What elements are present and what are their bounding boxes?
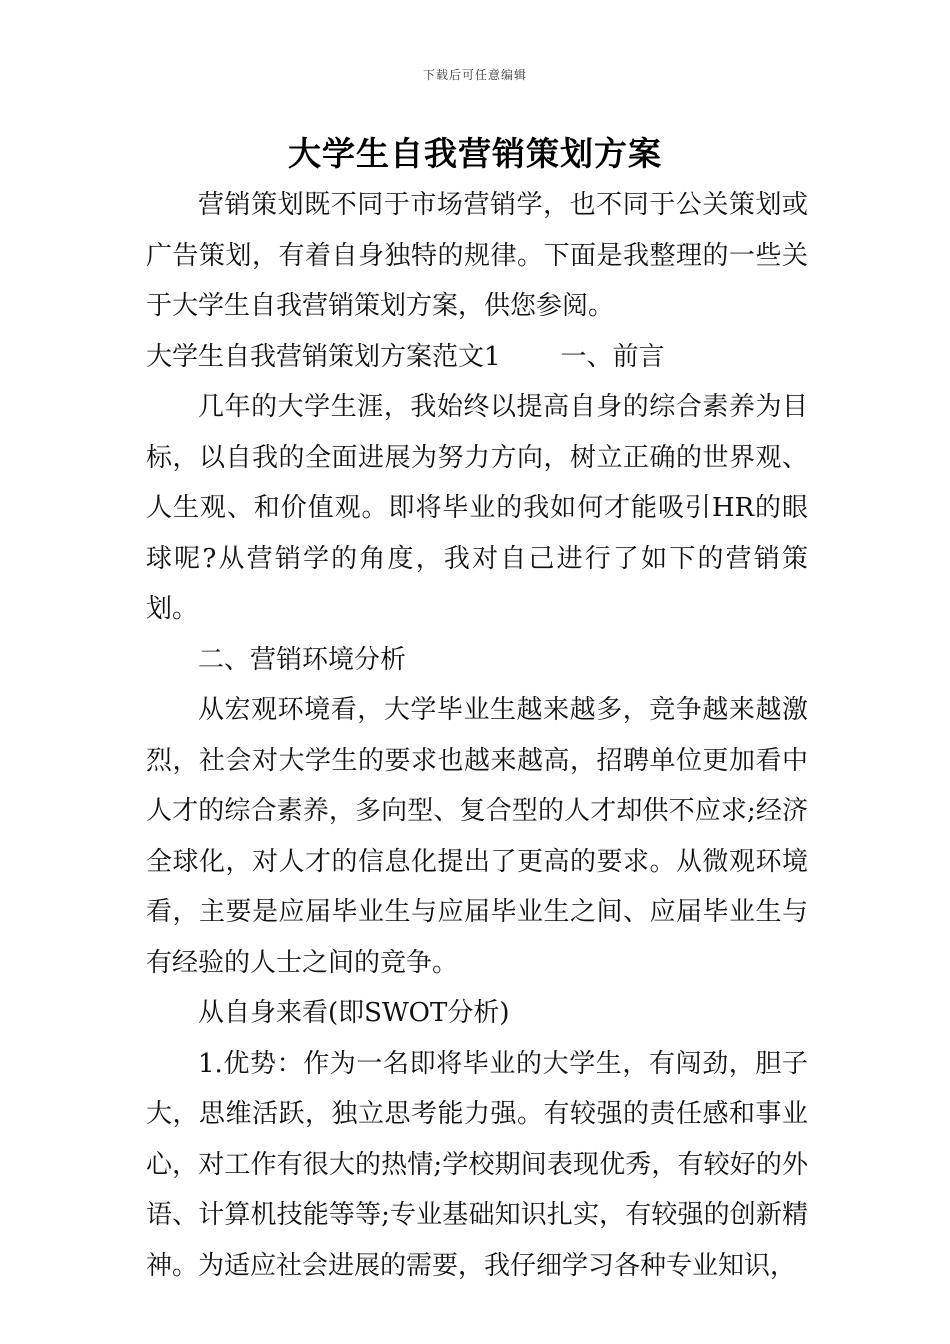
environment-paragraph: 从宏观环境看，大学毕业生越来越多，竞争越来越激烈，社会对大学生的要求也越来越高，招聘单位更加看中人才的综合素养，多向型、复合型的人才却供不应求;经济全球化，对人才的信息化提出了更高的要求。从微观环境看，主要是应届毕业生与应届毕业生之间、应届毕业生与有经验的人士之间的竞争。 [146, 695, 808, 978]
preface-paragraph: 几年的大学生涯，我始终以提高自身的综合素养为目标，以自我的全面进展为努力方向，树立正确的世界观、人生观、和价值观。即将毕业的我如何才能吸引HR的眼球呢?从营销学的角度，我对自己进行了如下的营销策划。 [146, 392, 808, 624]
subsection-heading-environment: 二、营销环境分析 [198, 644, 407, 675]
section-heading: 大学生自我营销策划方案范文1 [146, 341, 501, 372]
swot-intro-paragraph: 从自身来看(即SWOT分析) [198, 998, 510, 1028]
intro-paragraph: 营销策划既不同于市场营销学，也不同于公关策划或广告策划，有着自身独特的规律。下面是我整理的一些关于大学生自我营销策划方案，供您参阅。 [146, 190, 808, 321]
strengths-paragraph: 1.优势：作为一名即将毕业的大学生，有闯劲，胆子大，思维活跃，独立思考能力强。有较强的责任感和事业心，对工作有很大的热情;学校期间表现优秀，有较好的外语、计算机技能等等;专业基础知识扎实，有较强的创新精神。为适应社会进展的需要，我仔细学习各种专业知识， [146, 1048, 808, 1281]
page-header-note: 下载后可任意编辑 [422, 68, 527, 82]
document-body [146, 180, 808, 1291]
subsection-heading-preface: 一、前言 [560, 341, 665, 372]
section-heading-line [146, 332, 808, 383]
document-title: 大学生自我营销策划方案 [288, 134, 662, 173]
